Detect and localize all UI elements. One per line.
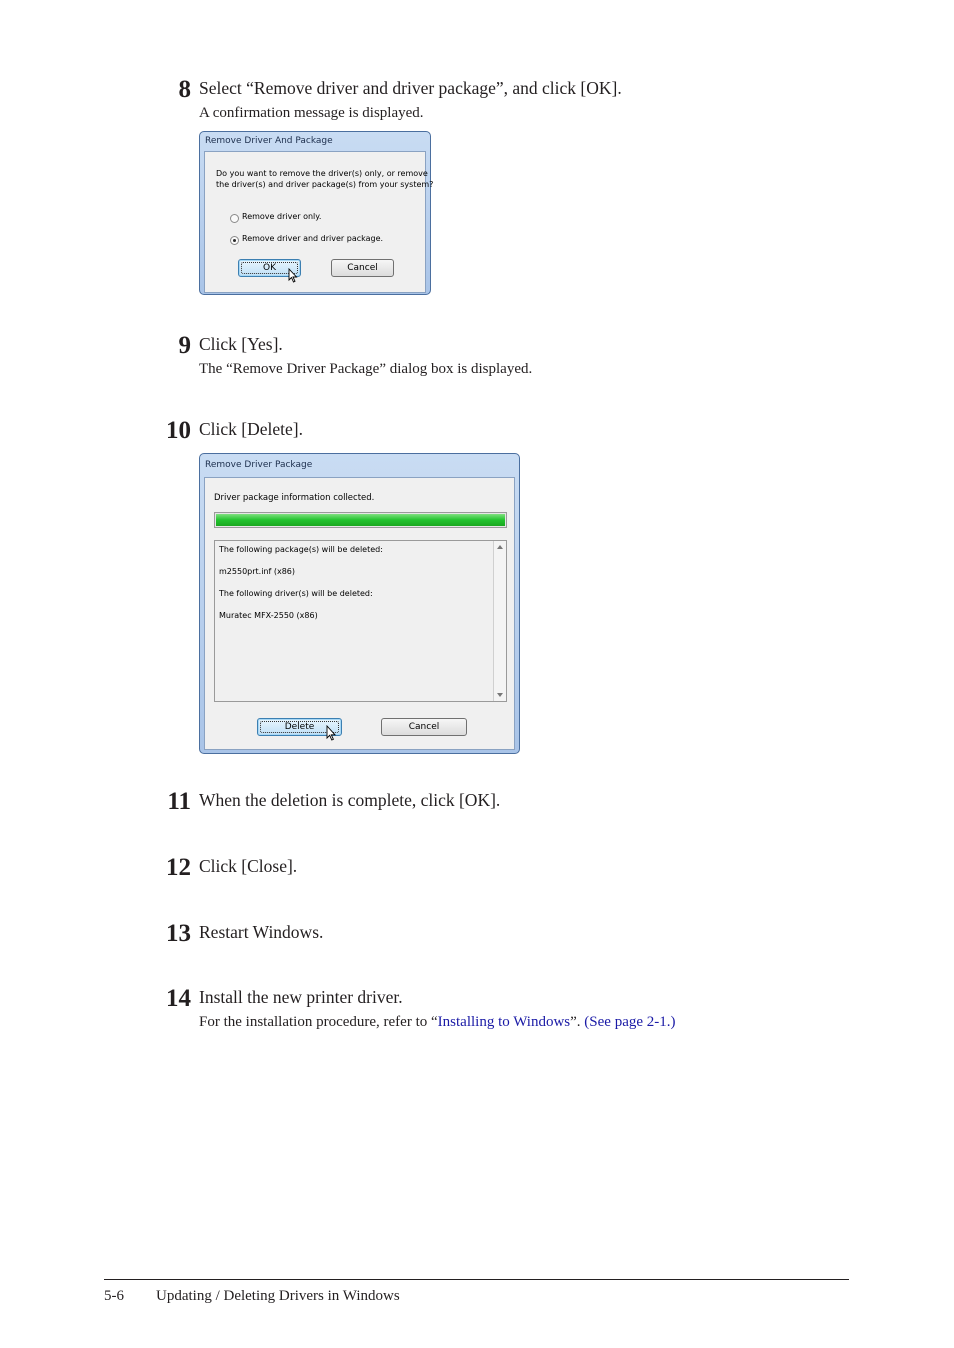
- footer-divider: [104, 1279, 849, 1280]
- step-number: 14: [166, 985, 191, 1012]
- step-number: 11: [167, 788, 191, 815]
- step-description: A confirmation message is displayed.: [199, 105, 424, 121]
- package-list-box: [214, 540, 507, 702]
- remove-driver-and-package-dialog: [199, 131, 434, 295]
- mouse-cursor-icon: [326, 725, 337, 741]
- list-line: Muratec MFX-2550 (x86): [219, 611, 318, 620]
- step-number: 13: [166, 920, 191, 947]
- step-title: Click [Yes].: [199, 334, 283, 354]
- dialog-title: Remove Driver Package: [205, 460, 313, 470]
- step-number: 9: [178, 332, 191, 359]
- step-number: 10: [166, 417, 191, 444]
- list-line: The following driver(s) will be deleted:: [219, 589, 373, 598]
- step-number: 8: [178, 76, 191, 103]
- list-line: The following package(s) will be deleted:: [219, 545, 383, 554]
- step-title: Click [Delete].: [199, 419, 303, 439]
- footer-section-title: Updating / Deleting Drivers in Windows: [156, 1288, 400, 1304]
- step-title: When the deletion is complete, click [OK].: [199, 790, 501, 810]
- dialog-title: Remove Driver And Package: [205, 136, 333, 146]
- step-title: Click [Close].: [199, 856, 298, 876]
- dialog-question-line2: the driver(s) and driver package(s) from your system?: [216, 180, 434, 189]
- progress-bar: [214, 512, 507, 528]
- status-text: Driver package information collected.: [214, 493, 375, 503]
- progress-fill: [216, 514, 505, 526]
- scroll-down-arrow-icon[interactable]: [497, 693, 503, 697]
- step-title: Install the new printer driver.: [199, 987, 403, 1007]
- remove-driver-package-dialog: [199, 453, 520, 754]
- description-text: ”.: [570, 1014, 585, 1030]
- radio-remove-driver-and-package[interactable]: [230, 236, 239, 245]
- installing-to-windows-link[interactable]: Installing to Windows: [437, 1014, 571, 1030]
- step-description: The “Remove Driver Package” dialog box is displayed.: [199, 361, 533, 377]
- see-page-link[interactable]: (See page 2-1.): [584, 1014, 676, 1030]
- step-title: Select “Remove driver and driver package”, and click [OK].: [199, 78, 622, 98]
- description-text: For the installation procedure, refer to “: [199, 1014, 438, 1030]
- scroll-up-arrow-icon[interactable]: [497, 545, 503, 549]
- delete-button[interactable]: Delete: [257, 718, 342, 736]
- radio-label-driver-and-package: Remove driver and driver package.: [242, 234, 384, 243]
- step-number: 12: [166, 854, 191, 881]
- vertical-scrollbar[interactable]: [493, 541, 506, 701]
- dialog-question-line1: Do you want to remove the driver(s) only, or remove: [216, 169, 428, 178]
- footer-page-number: 5-6: [104, 1288, 124, 1304]
- step-title: Restart Windows.: [199, 922, 324, 942]
- list-line: m2550prt.inf (x86): [219, 567, 296, 576]
- ok-button[interactable]: OK: [238, 259, 301, 277]
- radio-remove-driver-only[interactable]: [230, 214, 239, 223]
- cancel-button[interactable]: Cancel: [381, 718, 467, 736]
- mouse-cursor-icon: [288, 268, 298, 283]
- radio-label-driver-only: Remove driver only.: [242, 212, 322, 221]
- step-description: [199, 1012, 676, 1032]
- cancel-button[interactable]: Cancel: [331, 259, 394, 277]
